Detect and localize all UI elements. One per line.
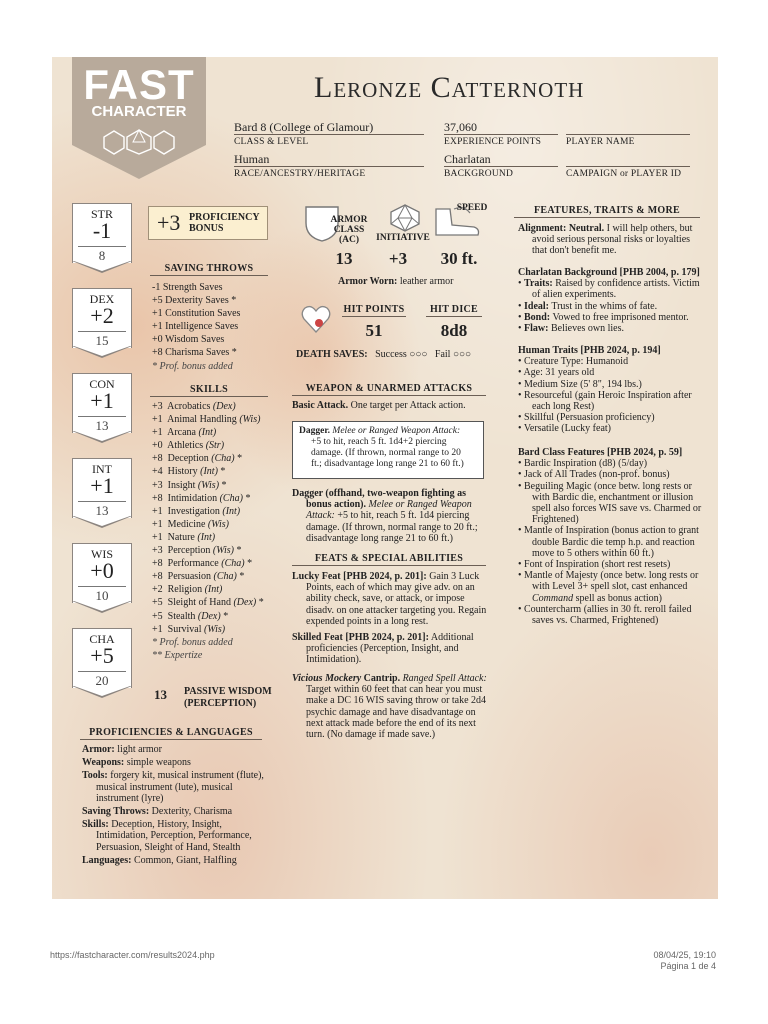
campaign-value (566, 152, 690, 167)
ability-modifier: +0 (90, 558, 114, 583)
skill-row: +1 Survival (Wis) (152, 623, 226, 635)
xp-label: EXPERIENCE POINTS (444, 137, 542, 147)
ability-score: 13 (95, 418, 109, 433)
hit-dice-value: 8d8 (440, 321, 468, 340)
skill-row: +2 Religion (Int) (152, 584, 223, 596)
skill-row: +1 Nature (Int) (152, 531, 216, 543)
campaign-label: CAMPAIGN or PLAYER ID (566, 169, 682, 179)
ability-name: INT (92, 462, 112, 476)
ability-dex (72, 288, 132, 360)
human-traits: Human Traits [PHB 2024, p. 194] • Creature Type: Humanoid • Age: 31 years old • Medium Size (5' 8", 194 lbs.) • Resourceful (gain Heroic Inspiration after each long Rest) • Skillful (Persuasion proficiency) • Versatile (Lucky feat) (518, 345, 692, 435)
bard-class-features: Bard Class Features [PHB 2024, p. 59] • Bardic Inspiration (d8) (5/day) • Jack of All Trades (non-prof. bonus) • Beguiling Magic (once betw. long rests or with Bardic die, enchantment or illusion spell also forces WIS save vs. Charmed or Frightened) • Mantle of Inspiration (bonus action to grant double Bardic die temp h.p. and reaction move to 5 others within 60 ft.) • Font of Inspiration (short rest resets) • Mantle of Majesty (once betw. long rests or with Level 3+ spell slot, cast enhanced Command spell as bonus action) • Countercharm (allies in 30 ft. reroll failed saves vs. Charmed, Frightened) (518, 447, 702, 627)
weapon-attacks-title: WEAPON & UNARMED ATTACKS (292, 383, 486, 396)
death-save-success-circles[interactable]: ○○○ (409, 349, 428, 360)
player-name-label: PLAYER NAME (566, 137, 635, 147)
ability-name: DEX (89, 292, 115, 306)
ability-name: CHA (89, 632, 115, 646)
skill-row: +1 Medicine (Wis) (152, 518, 230, 530)
skill-row: +1 Animal Handling (Wis) (152, 414, 261, 426)
class-level-label: CLASS & LEVEL (234, 137, 309, 147)
background-value: Charlatan (444, 152, 558, 167)
armor-worn: Armor Worn: leather armor (338, 276, 454, 287)
proficiency-bonus-box (148, 206, 268, 240)
ability-modifier: +2 (90, 303, 114, 328)
saving-throws-note: * Prof. bonus added (152, 360, 233, 372)
skill-row: +8 Deception (Cha) * (152, 453, 243, 465)
skill-row: +0 Athletics (Str) (152, 440, 225, 452)
player-name-value (566, 120, 690, 135)
class-level-value: Bard 8 (College of Glamour) (234, 120, 424, 135)
character-name: Leronze Catternoth (314, 71, 585, 104)
saving-throw-item: +1 Constitution Saves (152, 308, 241, 320)
ability-score: 10 (95, 588, 109, 603)
footer-date: 08/04/25, 19:10 Página 1 de 4 (653, 950, 716, 971)
heart-icon (300, 303, 332, 335)
saving-throw-item: +0 Wisdom Saves (152, 334, 225, 346)
logo-text-character: CHARACTER (91, 103, 187, 120)
proficiencies-list: Armor: light armor Weapons: simple weapons Tools: forgery kit, musical instrument (flute), musical instrument (lute), musical instrument (lyre) Saving Throws: Dexterity, Charisma Skills: Deception, History, Insight, Intimidation, Perception, Performance, Persuasion, Sleight of Hand, Stealth Languages: Common, Giant, Halfling (82, 744, 264, 866)
ability-name: STR (90, 207, 113, 221)
offhand-dagger-attack: Dagger (offhand, two-weapon fighting as bonus action). Melee or Ranged Weapon Attack: +5 to hit, reach 5 ft. 1d4 piercing damage. (If thrown, normal range to 20 ft.; disadvantage long range 21 to 60 ft.) (292, 488, 478, 544)
speed-value: 30 ft. (440, 249, 478, 268)
alignment: Alignment: Neutral. I will help others, but avoid serious personal risks or loyalties that don't benefit me. (518, 223, 693, 257)
saving-throw-item: -1 Strength Saves (152, 282, 223, 293)
death-save-fail-circles[interactable]: ○○○ (452, 349, 472, 360)
skill-row: +1 Investigation (Int) (152, 505, 241, 517)
ability-wis (72, 543, 132, 615)
ability-score: 20 (95, 673, 109, 688)
background-field (444, 152, 558, 179)
skills-list (152, 400, 264, 662)
skill-row: +5 Stealth (Dex) * (152, 610, 229, 622)
skill-row: +8 Persuasion (Cha) * (152, 571, 245, 583)
ability-score: 13 (95, 503, 109, 518)
saving-throw-item: +1 Intelligence Saves (152, 321, 239, 333)
skills-title: SKILLS (150, 384, 268, 397)
race-label: RACE/ANCESTRY/HERITAGE (234, 169, 366, 179)
skill-row: +1 Arcana (Int) (152, 427, 217, 439)
initiative-dice-icon (388, 203, 422, 233)
skills-note: * Prof. bonus added (152, 636, 233, 648)
hit-points-label: HIT POINTS (343, 304, 405, 315)
proficiency-bonus-label: PROFICIENCY BONUS (189, 212, 260, 234)
background-label: BACKGROUND (444, 169, 514, 179)
ability-int (72, 458, 132, 530)
class-level-field (234, 120, 424, 147)
skill-row: +3 Perception (Wis) * (152, 545, 242, 557)
hit-dice-label: HIT DICE (426, 304, 482, 317)
ability-modifier: +1 (90, 388, 114, 413)
skill-row: +5 Sleight of Hand (Dex) * (152, 597, 264, 609)
passive-wisdom-label: PASSIVE WISDOM (PERCEPTION) (184, 686, 272, 709)
saving-throw-item: +8 Charisma Saves * (152, 347, 237, 359)
ability-name: WIS (91, 547, 113, 561)
proficiencies-title: PROFICIENCIES & LANGUAGES (80, 727, 262, 740)
saving-throws-list (152, 281, 240, 373)
footer-url[interactable]: https://fastcharacter.com/results2024.php (50, 950, 215, 960)
basic-attack: Basic Attack. One target per Attack action. (292, 400, 466, 411)
skill-row: +3 Acrobatics (Dex) (152, 401, 236, 412)
proficiency-bonus-value: +3 (157, 210, 181, 235)
ability-score: 8 (98, 248, 106, 263)
lucky-feat: Lucky Feat [PHB 2024, p. 201]: Gain 3 Luck Points, each of which may give adv. on an ability check, save, or attack, or impose disadv. on one attacker targeting you. Regain expended points in a long rest. (292, 571, 487, 627)
saving-throws-title: SAVING THROWS (150, 263, 268, 276)
campaign-field (566, 152, 690, 179)
features-title: FEATURES, TRAITS & MORE (514, 205, 700, 218)
player-name-field (566, 120, 690, 147)
vicious-mockery: Vicious Mockery Cantrip. Ranged Spell Attack: Target within 60 feet that can hear you must make a DC 16 WIS saving throw or take 2d4 psychic damage and have disadvantage on next attack made before the end of its next turn. (No damage if made save.) (292, 673, 487, 741)
hit-points-value: 51 (365, 321, 383, 340)
xp-field (444, 120, 558, 147)
skill-row: +8 Performance (Cha) * (152, 558, 253, 570)
ability-cha (72, 628, 132, 700)
skill-row: +8 Intimidation (Cha) * (152, 492, 251, 504)
ability-modifier: +1 (90, 473, 114, 498)
race-value: Human (234, 152, 424, 167)
initiative-label: INITIATIVE (376, 233, 430, 243)
dice-icon (102, 129, 176, 153)
skill-row: +4 History (Int) * (152, 466, 226, 478)
armor-class-label: ARMOR CLASS (AC) (330, 215, 368, 245)
ability-modifier: +5 (90, 643, 114, 668)
ability-modifier: -1 (92, 218, 112, 243)
ability-score: 15 (95, 333, 109, 348)
feats-title: FEATS & SPECIAL ABILITIES (292, 553, 486, 566)
passive-wisdom-value: 13 (154, 687, 167, 702)
ability-str (72, 203, 132, 275)
armor-class-value: 13 (335, 249, 353, 268)
saving-throw-item: +5 Dexterity Saves * (152, 295, 237, 307)
skills-note: ** Expertize (152, 649, 203, 661)
ability-name: CON (89, 377, 115, 391)
race-field (234, 152, 424, 179)
skill-row: +3 Insight (Wis) * (152, 479, 227, 491)
xp-value: 37,060 (444, 120, 558, 135)
logo-text-fast: FAST (83, 61, 195, 108)
fast-character-logo (72, 57, 206, 179)
skilled-feat: Skilled Feat [PHB 2024, p. 201]: Additional proficiencies (Perception, Insight, and Intimidation). (292, 632, 474, 666)
ability-con (72, 373, 132, 445)
initiative-value: +3 (388, 249, 408, 268)
death-saves: DEATH SAVES: Success ○○○ Fail ○○○ (296, 349, 472, 360)
character-sheet (52, 57, 718, 899)
charlatan-background: Charlatan Background [PHB 2004, p. 179] • Traits: Raised by confidence artists. Victim of alien experiments. • Ideal: Trust in the whims of fate. • Bond: Vowed to free imprisoned mentor. • Flaw: Believes own lies. (518, 267, 700, 335)
dagger-attack-box: Dagger. Melee or Ranged Weapon Attack: +5 to hit, reach 5 ft. 1d4+2 piercing damage. (If thrown, normal range to 20 ft.; disadvantage long range 21 to 60 ft.) (292, 421, 484, 479)
speed-label: SPEED (456, 203, 488, 213)
